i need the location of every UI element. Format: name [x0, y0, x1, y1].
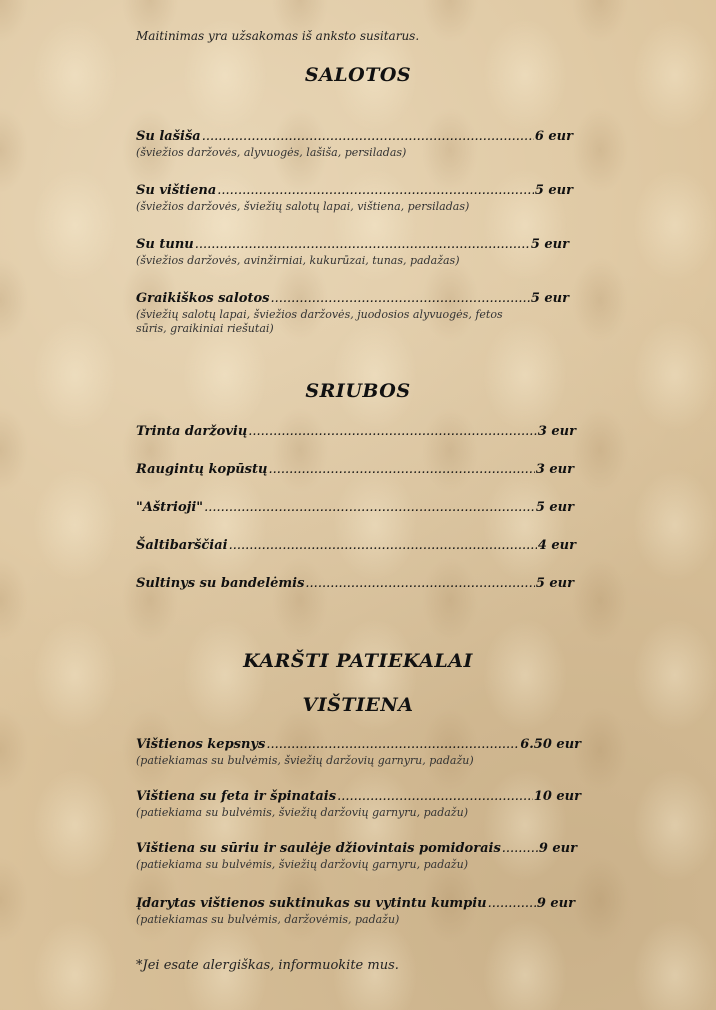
leader-dots	[229, 538, 537, 553]
item-name: Sultinys su bandelėmis	[136, 576, 305, 591]
item-name: Su vištiena	[136, 183, 217, 198]
item-price: 6 eur	[534, 129, 573, 144]
section-title-sriubos: SRIUBOS	[305, 380, 411, 402]
leader-dots	[204, 500, 535, 515]
menu-item	[136, 462, 574, 477]
menu-item	[136, 789, 581, 820]
leader-dots	[195, 237, 530, 252]
leader-dots	[270, 291, 529, 306]
menu-item	[136, 237, 569, 268]
leader-dots	[268, 462, 534, 477]
item-description: (šviežios daržovės, alyvuogės, lašiša, persiladas)	[136, 146, 407, 159]
menu-item	[136, 129, 573, 160]
item-price: 3 eur	[535, 462, 574, 477]
item-name: Šaltibarščiai	[136, 538, 228, 553]
leader-dots	[217, 183, 534, 198]
item-name: Trinta daržovių	[136, 424, 248, 439]
item-description: (šviežios daržovės, šviežių salotų lapai, vištiena, persiladas)	[136, 200, 470, 213]
item-price: 5 eur	[530, 291, 569, 306]
item-price: 4 eur	[537, 538, 576, 553]
item-name: Su lašiša	[136, 129, 201, 144]
item-description: (šviežių salotų lapai, šviežios daržovės, juodosios alyvuogės, fetos sūris, graikiniai riešutai)	[136, 308, 503, 335]
item-name: Raugintų kopūstų	[136, 462, 268, 477]
item-description: (patiekiama su bulvėmis, šviežių daržovių garnyru, padažu)	[136, 806, 468, 819]
menu-item	[136, 841, 577, 872]
leader-dots	[202, 129, 534, 144]
item-name: "Aštrioji"	[136, 500, 204, 515]
item-price: 5 eur	[534, 183, 573, 198]
allergy-footnote: *Jei esate alergiškas, informuokite mus.	[136, 958, 399, 973]
menu-item	[136, 500, 574, 515]
item-description: (patiekiamas su bulvėmis, daržovėmis, padažu)	[136, 913, 400, 926]
item-price: 5 eur	[535, 576, 574, 591]
item-name: Vištiena su feta ir špinatais	[136, 789, 337, 804]
leader-dots	[266, 737, 519, 752]
intro-note: Maitinimas yra užsakomas iš anksto susitarus.	[136, 29, 420, 43]
item-description: (šviežios daržovės, avinžirniai, kukurūzai, tunas, padažas)	[136, 254, 460, 267]
item-description: (patiekiama su bulvėmis, šviežių daržovių garnyru, padažu)	[136, 858, 468, 871]
item-description: (patiekiamas su bulvėmis, šviežių daržovių garnyru, padažu)	[136, 754, 474, 767]
item-price: 6.50 eur	[520, 737, 581, 752]
menu-item	[136, 291, 569, 336]
item-price: 5 eur	[535, 500, 574, 515]
item-name: Įdarytas vištienos suktinukas su vytintu kumpiu	[136, 896, 487, 911]
leader-dots	[502, 841, 538, 856]
leader-dots	[488, 896, 536, 911]
item-name: Graikiškos salotos	[136, 291, 270, 306]
section-title-salotos: SALOTOS	[304, 64, 412, 86]
item-name: Su tunu	[136, 237, 194, 252]
menu-item	[136, 576, 574, 591]
section-subtitle-vistiena: VIŠTIENA	[302, 694, 414, 716]
item-price: 9 eur	[536, 896, 575, 911]
leader-dots	[248, 424, 537, 439]
item-price: 9 eur	[538, 841, 577, 856]
item-name: Vištiena su sūriu ir saulėje džiovintais pomidorais	[136, 841, 501, 856]
leader-dots	[337, 789, 533, 804]
item-price: 3 eur	[537, 424, 576, 439]
menu-item	[136, 183, 573, 214]
item-name: Vištienos kepsnys	[136, 737, 266, 752]
item-price: 10 eur	[533, 789, 581, 804]
item-price: 5 eur	[530, 237, 569, 252]
section-title-karsti-patiekalai: KARŠTI PATIEKALAI	[243, 650, 473, 672]
menu-item	[136, 896, 575, 927]
menu-item	[136, 424, 576, 439]
leader-dots	[305, 576, 534, 591]
menu-item	[136, 538, 576, 553]
menu-item	[136, 737, 581, 768]
